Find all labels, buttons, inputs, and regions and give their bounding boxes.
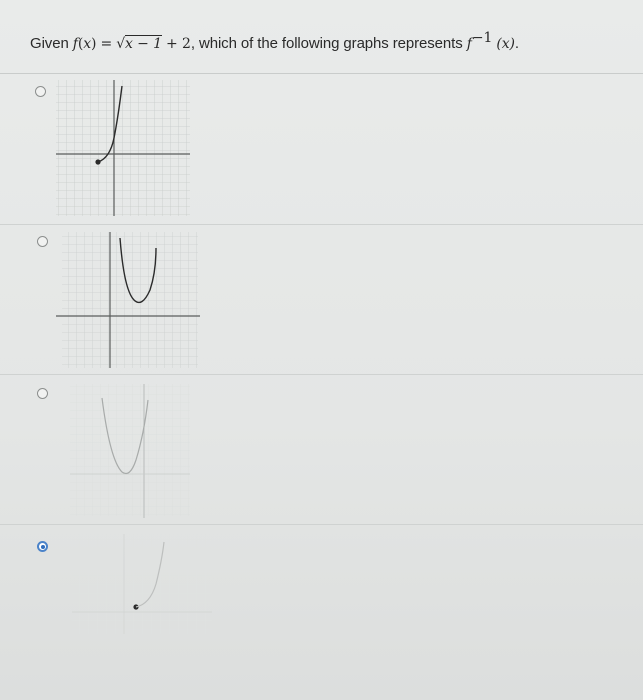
sqrt-symbol: √ (116, 36, 126, 52)
question-suffix: . (514, 35, 519, 52)
inverse-function-name: f (466, 36, 472, 52)
divider (0, 224, 643, 225)
radio-option-a[interactable] (35, 86, 46, 97)
graph-option-a (50, 78, 200, 218)
divider (0, 374, 643, 375)
radio-option-c[interactable] (37, 388, 48, 399)
radio-option-d[interactable] (37, 541, 48, 552)
inverse-argument: (x) (496, 36, 515, 52)
function-name: f (72, 36, 78, 52)
answer-option-d[interactable] (0, 524, 643, 674)
plus-term: + 2 (166, 36, 191, 52)
sqrt-argument: x − 1 (125, 36, 162, 52)
question-text (30, 30, 519, 52)
paren-close: ) (91, 36, 97, 52)
graph-grid (62, 232, 198, 368)
graph-option-d (52, 530, 222, 640)
inverse-exponent: −1 (471, 30, 493, 46)
graph-grid (56, 80, 190, 216)
question-prefix: Given (30, 35, 69, 52)
graph-option-c (52, 378, 202, 520)
equals-sign: = (100, 36, 113, 52)
radio-option-b[interactable] (37, 236, 48, 247)
graph-grid (72, 534, 212, 634)
answer-option-a[interactable] (0, 74, 643, 224)
question-middle: , which of the following graphs represents (190, 35, 463, 52)
graph-grid (70, 384, 190, 516)
answer-option-b[interactable] (0, 224, 643, 374)
divider (0, 524, 643, 525)
function-variable: x (83, 36, 92, 52)
answer-option-c[interactable] (0, 374, 643, 524)
graph-option-b (52, 228, 202, 370)
paren-open: ( (77, 36, 84, 52)
question-header (0, 0, 643, 74)
